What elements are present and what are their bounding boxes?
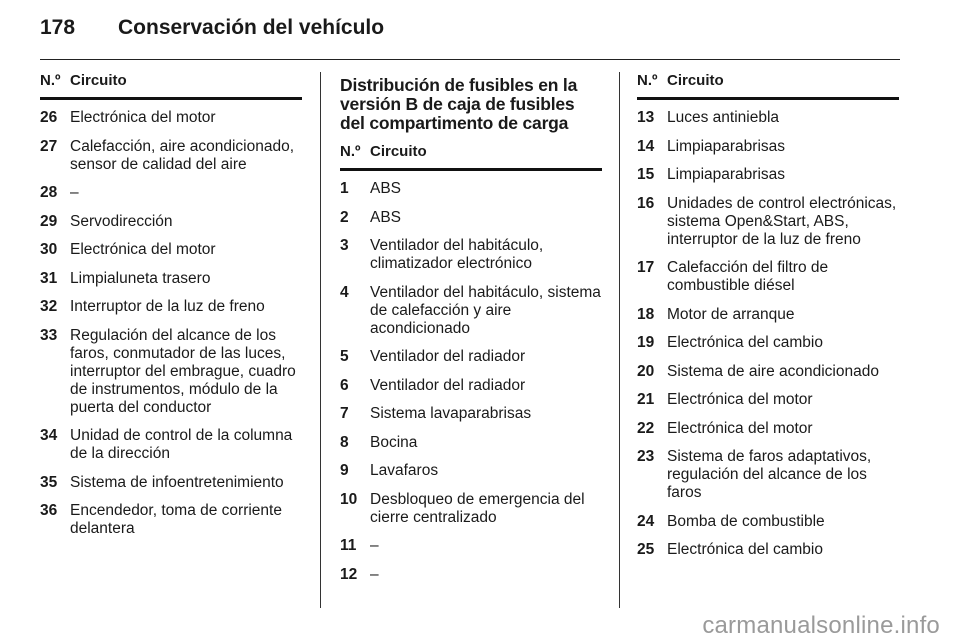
fuse-circuit: Unidad de control de la columna de la dirección [70, 427, 293, 462]
fuse-number: 13 [637, 109, 655, 126]
header-number: N.º [40, 72, 61, 89]
fuse-circuit: Ventilador del radiador [370, 376, 526, 394]
fuse-circuit: – [70, 184, 79, 201]
fuse-row [637, 448, 899, 502]
fuse-row [40, 184, 302, 202]
fuse-circuit: Calefacción, aire acondicionado, sensor de calidad del aire [70, 137, 295, 173]
fuse-circuit: Motor de arranque [667, 305, 795, 323]
fuse-number: 33 [40, 326, 58, 344]
fuse-row [340, 209, 602, 227]
fuse-row [637, 195, 899, 249]
fuse-table-column-2 [340, 72, 602, 594]
fuse-table-column-3 [637, 72, 899, 570]
fuse-circuit: Limpiaparabrisas [667, 166, 786, 183]
fuse-circuit: Sistema de aire acondicionado [667, 362, 879, 380]
fuse-circuit: – [370, 537, 379, 554]
fuse-number: 30 [40, 241, 58, 258]
fuse-number: 4 [340, 283, 349, 301]
fuse-number: 7 [340, 405, 349, 422]
section-title: Distribución de fusibles en la versión B de caja de fusibles del compartimento de carga [340, 75, 578, 133]
fuse-row [40, 298, 302, 316]
fuse-number: 24 [637, 512, 655, 530]
fuse-number: 27 [40, 137, 58, 155]
fuse-row [40, 270, 302, 288]
fuse-number: 10 [340, 490, 358, 508]
table-header [340, 143, 602, 171]
fuse-row [40, 474, 302, 492]
fuse-circuit: Encendedor, toma de corriente delantera [70, 502, 282, 537]
header-divider [40, 59, 900, 60]
fuse-circuit: Lavafaros [370, 462, 439, 479]
fuse-number: 15 [637, 166, 655, 183]
fuse-row [340, 180, 602, 198]
fuse-number: 14 [637, 137, 655, 155]
fuse-number: 35 [40, 473, 58, 491]
fuse-circuit: Regulación del alcance de los faros, conmutador de las luces, interruptor del embrague, cuadro de instrumentos, módulo de la puerta del conductor [70, 326, 296, 416]
fuse-circuit: Limpialuneta trasero [70, 269, 211, 287]
column-divider [619, 72, 620, 608]
fuse-circuit: Servodirección [70, 212, 173, 230]
fuse-row [40, 502, 302, 538]
header-number: N.º [340, 143, 361, 160]
fuse-row [637, 334, 899, 352]
fuse-row [340, 348, 602, 366]
fuse-circuit: Electrónica del motor [70, 241, 216, 258]
fuse-rows [40, 100, 302, 538]
fuse-circuit: Bomba de combustible [667, 512, 825, 530]
fuse-row [40, 109, 302, 127]
fuse-number: 11 [340, 537, 357, 554]
fuse-row [40, 213, 302, 231]
fuse-number: 29 [40, 212, 58, 230]
fuse-row [340, 377, 602, 395]
fuse-row [40, 241, 302, 259]
table-header [40, 72, 302, 100]
fuse-circuit: Calefacción del filtro de combustible diésel [667, 259, 829, 294]
fuse-number: 5 [340, 348, 349, 365]
fuse-row [637, 166, 899, 184]
fuse-row [340, 405, 602, 423]
fuse-number: 18 [637, 305, 655, 323]
fuse-rows [340, 171, 602, 584]
fuse-circuit: Desbloqueo de emergencia del cierre centralizado [370, 490, 585, 526]
fuse-row [40, 327, 302, 417]
fuse-number: 17 [637, 259, 655, 276]
fuse-number: 25 [637, 541, 655, 558]
fuse-row [340, 237, 602, 273]
fuse-circuit: ABS [370, 208, 402, 226]
fuse-row [637, 306, 899, 324]
fuse-row [637, 109, 899, 127]
fuse-row [40, 138, 302, 174]
fuse-number: 23 [637, 448, 655, 465]
fuse-number: 2 [340, 208, 349, 226]
fuse-circuit: Interruptor de la luz de freno [70, 298, 265, 315]
fuse-number: 9 [340, 462, 349, 479]
page-number: 178 [40, 16, 76, 39]
fuse-number: 3 [340, 237, 349, 254]
fuse-row [637, 541, 899, 559]
fuse-table-column-1 [40, 72, 302, 549]
fuse-circuit: Sistema lavaparabrisas [370, 405, 532, 422]
fuse-circuit: Ventilador del radiador [370, 348, 526, 365]
fuse-circuit: Bocina [370, 433, 418, 451]
page-header [40, 16, 384, 50]
fuse-number: 12 [340, 565, 358, 583]
fuse-circuit: Unidades de control electrónicas, sistema Open&Start, ABS, interruptor de la luz de freno [667, 194, 897, 248]
fuse-circuit: Electrónica del cambio [667, 541, 823, 558]
watermark: carmanualsonline.info [702, 612, 940, 639]
fuse-number: 16 [637, 194, 655, 212]
fuse-number: 21 [637, 391, 655, 408]
fuse-row [340, 491, 602, 527]
fuse-circuit: Electrónica del motor [667, 419, 813, 437]
fuse-rows [637, 100, 899, 559]
fuse-number: 19 [637, 334, 655, 351]
table-header [637, 72, 899, 100]
fuse-circuit: Limpiaparabrisas [667, 137, 786, 155]
fuse-row [340, 434, 602, 452]
fuse-row [637, 391, 899, 409]
header-number: N.º [637, 72, 658, 89]
column-divider [320, 72, 321, 608]
page-title: Conservación del vehículo [118, 16, 385, 39]
fuse-circuit: Electrónica del motor [70, 109, 216, 126]
fuse-number: 6 [340, 376, 349, 394]
fuse-row [340, 284, 602, 338]
header-circuit: Circuito [70, 72, 127, 89]
fuse-number: 34 [40, 427, 58, 444]
fuse-number: 22 [637, 419, 655, 437]
fuse-row [340, 566, 602, 584]
fuse-row [40, 427, 302, 463]
fuse-row [637, 259, 899, 295]
fuse-circuit: Sistema de faros adaptativos, regulación del alcance de los faros [667, 448, 872, 501]
fuse-row [340, 462, 602, 480]
fuse-number: 20 [637, 362, 655, 380]
fuse-circuit: Ventilador del habitáculo, sistema de calefacción y aire acondicionado [370, 283, 601, 337]
fuse-row [637, 420, 899, 438]
fuse-row [637, 513, 899, 531]
fuse-row [637, 363, 899, 381]
fuse-row [340, 537, 602, 555]
fuse-circuit: Electrónica del motor [667, 391, 813, 408]
fuse-circuit: – [370, 565, 379, 583]
fuse-number: 28 [40, 184, 58, 201]
fuse-circuit: Electrónica del cambio [667, 334, 823, 351]
fuse-circuit: Sistema de infoentretenimiento [70, 473, 284, 491]
fuse-number: 36 [40, 502, 58, 519]
header-circuit: Circuito [667, 72, 724, 89]
fuse-number: 32 [40, 298, 58, 315]
fuse-number: 8 [340, 433, 349, 451]
fuse-row [637, 138, 899, 156]
fuse-circuit: Luces antiniebla [667, 109, 780, 126]
header-circuit: Circuito [370, 143, 427, 160]
fuse-circuit: ABS [370, 180, 402, 197]
fuse-circuit: Ventilador del habitáculo, climatizador electrónico [370, 237, 544, 272]
fuse-number: 1 [340, 180, 349, 197]
fuse-number: 26 [40, 109, 58, 126]
fuse-number: 31 [40, 269, 58, 287]
